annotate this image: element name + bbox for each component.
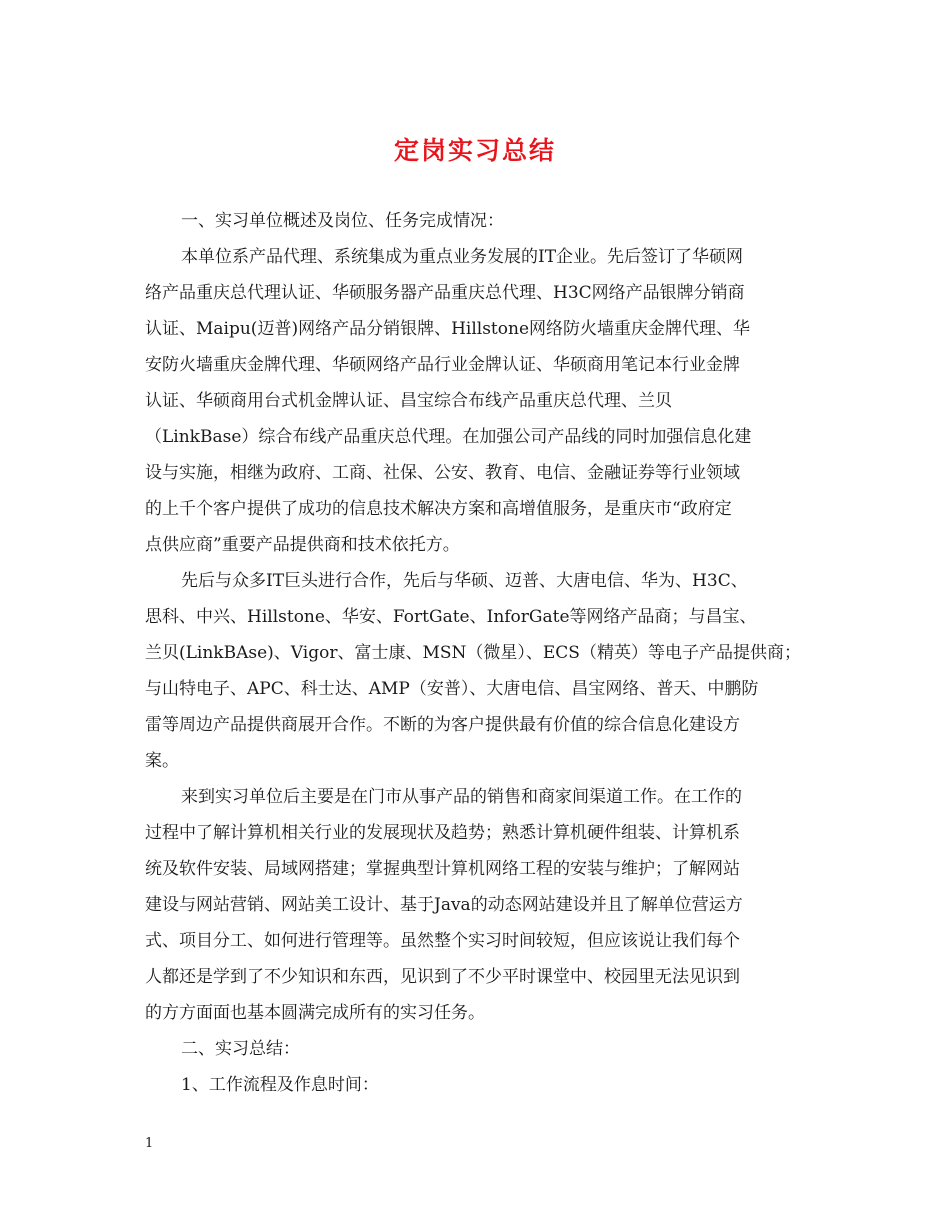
paragraph-line: 安防火墙重庆金牌代理、华硕网络产品行业金牌认证、华硕商用笔记本行业金牌	[145, 355, 740, 375]
document-title: 定岗实习总结	[393, 136, 556, 165]
section-heading-2: 二、实习总结：	[181, 1039, 300, 1059]
paragraph-line: 认证、华硕商用台式机金牌认证、昌宝综合布线产品重庆总代理、兰贝	[145, 391, 672, 411]
paragraph-line: 的上千个客户提供了成功的信息技术解决方案和高增值服务，是重庆市“政府定	[145, 499, 732, 519]
paragraph-line: 络产品重庆总代理认证、华硕服务器产品重庆总代理、H3C网络产品银牌分销商	[145, 283, 745, 303]
paragraph-line: 雷等周边产品提供商展开合作。不断的为客户提供最有价值的综合信息化建设方	[145, 715, 740, 735]
page-number: 1	[145, 1136, 154, 1151]
subsection-heading: 1、工作流程及作息时间：	[181, 1075, 379, 1095]
document-body	[145, 203, 805, 1103]
paragraph-line: （LinkBase）综合布线产品重庆总代理。在加强公司产品线的同时加强信息化建	[145, 427, 752, 447]
paragraph-line: 的方方面面也基本圆满完成所有的实习任务。	[145, 1003, 485, 1023]
paragraph-line: 来到实习单位后主要是在门市从事产品的销售和商家间渠道工作。在工作的	[181, 787, 742, 807]
paragraph-line: 统及软件安装、局域网搭建；掌握典型计算机网络工程的安装与维护；了解网站	[145, 859, 740, 879]
paragraph-line: 点供应商”重要产品提供商和技术依托方。	[145, 535, 460, 555]
paragraph-line: 建设与网站营销、网站美工设计、基于Java的动态网站建设并且了解单位营运方	[145, 895, 743, 915]
paragraph-line: 案。	[145, 751, 179, 771]
paragraph-line: 式、项目分工、如何进行管理等。虽然整个实习时间较短，但应该说让我们每个	[145, 931, 740, 951]
paragraph-line: 过程中了解计算机相关行业的发展现状及趋势；熟悉计算机硬件组装、计算机系	[145, 823, 740, 843]
paragraph-line: 设与实施，相继为政府、工商、社保、公安、教育、电信、金融证券等行业领域	[145, 463, 740, 483]
paragraph-line: 兰贝(LinkBAse)、Vigor、富士康、MSN（微星）、ECS（精英）等电子产品提供商；	[145, 643, 801, 663]
paragraph-line: 先后与众多IT巨头进行合作，先后与华硕、迈普、大唐电信、华为、H3C、	[181, 571, 748, 591]
paragraph-line: 认证、Maipu(迈普)网络产品分销银牌、Hillstone网络防火墙重庆金牌代理、华	[145, 319, 751, 339]
paragraph-line: 人都还是学到了不少知识和东西，见识到了不少平时课堂中、校园里无法见识到	[145, 967, 740, 987]
paragraph-line: 本单位系产品代理、系统集成为重点业务发展的IT企业。先后签订了华硕网	[181, 247, 744, 267]
paragraph-line: 思科、中兴、Hillstone、华安、FortGate、InforGate等网络产品商；与昌宝、	[145, 607, 757, 627]
section-heading-1: 一、实习单位概述及岗位、任务完成情况：	[181, 211, 504, 231]
paragraph-line: 与山特电子、APC、科士达、AMP（安普）、大唐电信、昌宝网络、普天、中鹏防	[145, 679, 759, 699]
